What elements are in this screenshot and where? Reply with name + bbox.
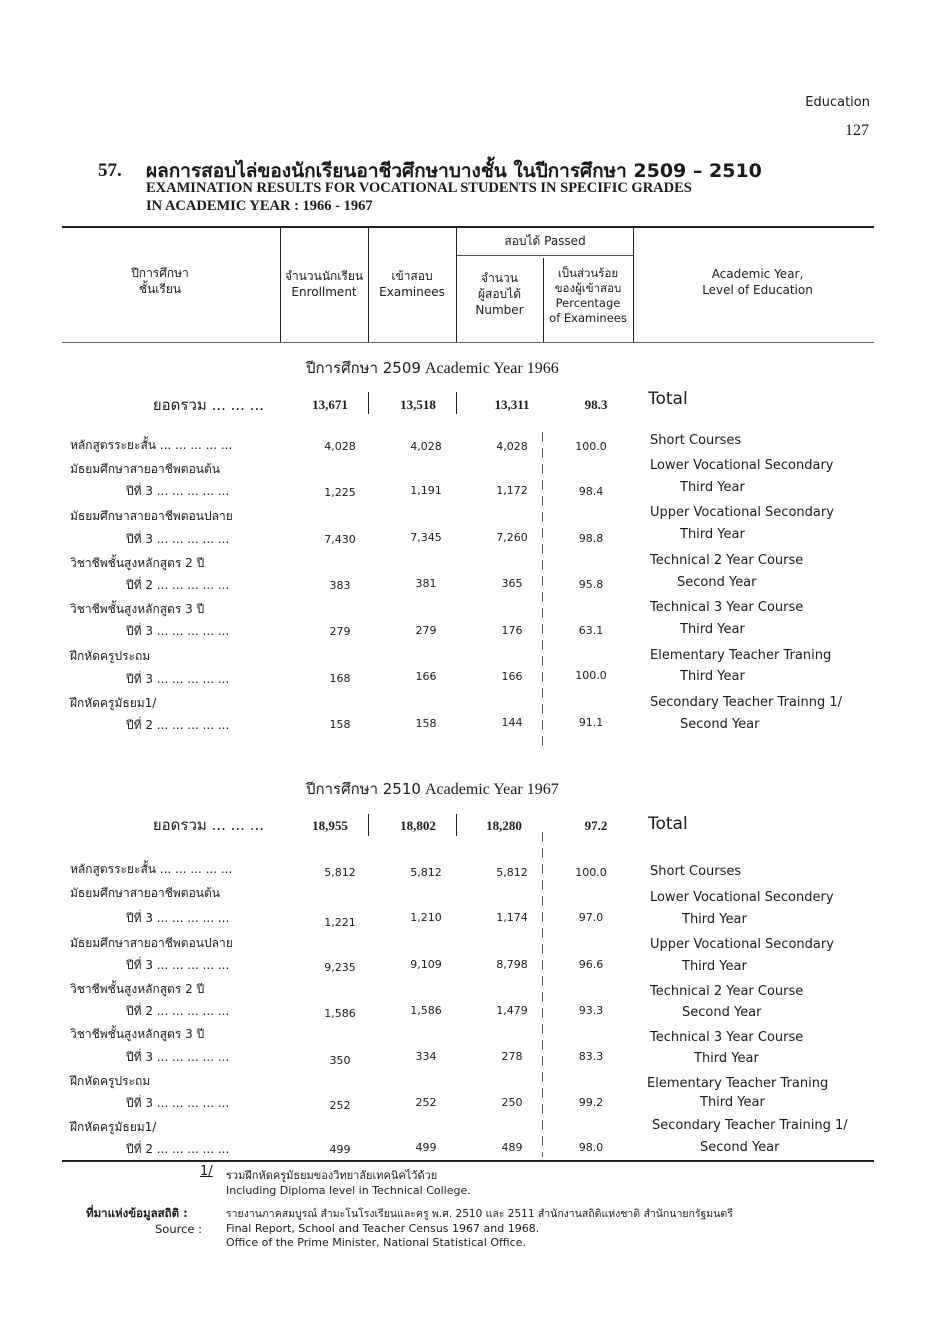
cell-num: 7,260 <box>496 531 528 544</box>
row-sublabel-en: Third Year <box>682 959 747 974</box>
header-left-line1: ปีการศึกษา <box>131 266 189 280</box>
year-heading-1966-en: Academic Year 1966 <box>424 360 559 377</box>
total-rule-a-1966 <box>368 392 369 414</box>
source-label-thai: ที่มาแห่งข้อมูลสถิติ : <box>86 1206 188 1220</box>
cell-pct: 97.0 <box>578 911 604 924</box>
row-label-en: Lower Vocational Secondary <box>650 458 834 473</box>
cell-num: 144 <box>501 716 523 729</box>
cell-exam: 5,812 <box>410 866 442 879</box>
row-label-thai: วิชาชีพชั้นสูงหลักสูตร 3 ปี <box>70 602 205 616</box>
total-label-1967: ยอดรวม ... ... ... <box>152 816 264 834</box>
total-num-1966: 13,311 <box>494 397 530 412</box>
row-sublabel-thai: ปีที่ 2 ... ... ... ... ... <box>126 578 230 592</box>
cell-pct: 95.8 <box>578 578 604 591</box>
row-sublabel-en: Third Year <box>680 622 745 637</box>
cell-num: 365 <box>501 577 523 590</box>
row-sublabel-en: Third Year <box>680 527 745 542</box>
header-left-line2: ชั้นเรียน <box>138 282 182 296</box>
cell-enroll: 168 <box>329 672 351 685</box>
row-label-en: Technical 2 Year Course <box>650 984 804 999</box>
total-exam-1967: 18,802 <box>400 818 436 833</box>
header-enrollment-en: Enrollment <box>291 285 357 299</box>
cell-pct: 100.0 <box>575 866 607 879</box>
total-num-1967: 18,280 <box>486 818 522 833</box>
header-percentage-en1: Percentage <box>555 296 621 310</box>
header-number-thai1: จำนวน <box>481 271 518 285</box>
row-label-thai: ฝึกหัดครูประถม <box>70 1074 151 1088</box>
dashed-rule-1966 <box>542 432 543 752</box>
cell-exam: 279 <box>415 624 437 637</box>
row-label-thai: มัธยมศึกษาสายอาชีพตอนต้น <box>70 462 220 476</box>
cell-pct: 98.4 <box>578 485 604 498</box>
cell-enroll: 5,812 <box>324 866 356 879</box>
row-sublabel-en: Third Year <box>700 1095 765 1110</box>
row-sublabel-en: Third Year <box>694 1051 759 1066</box>
cell-enroll: 252 <box>329 1099 351 1112</box>
header-right-line1: Academic Year, <box>711 267 804 281</box>
cell-exam: 499 <box>415 1141 437 1154</box>
table-top-rule <box>62 226 874 228</box>
cell-num: 1,479 <box>496 1004 528 1017</box>
table-number: 57. <box>98 160 122 181</box>
row-sublabel-thai: ปีที่ 3 ... ... ... ... ... <box>126 911 230 925</box>
cell-enroll: 1,225 <box>324 486 356 499</box>
title-english-line2: IN ACADEMIC YEAR : 1966 - 1967 <box>146 198 373 214</box>
cell-enroll: 9,235 <box>324 961 356 974</box>
cell-num: 1,174 <box>496 911 528 924</box>
row-sublabel-thai: ปีที่ 3 ... ... ... ... ... <box>126 1096 230 1110</box>
row-label-thai: หลักสูตรระยะสั้น ... ... ... ... ... <box>70 862 233 876</box>
total-exam-1966: 13,518 <box>400 397 436 412</box>
row-sublabel-en: Second Year <box>677 575 757 590</box>
cell-pct: 83.3 <box>578 1050 604 1063</box>
header-percentage-thai2: ของผู้เข้าสอบ <box>554 281 622 295</box>
header-number <box>456 270 543 318</box>
total-rule-b-1967 <box>456 814 457 836</box>
cell-pct: 100.0 <box>575 440 607 453</box>
year-heading-1967-en: Academic Year 1967 <box>424 781 559 798</box>
total-label-1966: ยอดรวม ... ... ... <box>152 396 264 414</box>
header-percentage-thai1: เป็นส่วนร้อย <box>557 266 619 280</box>
header-enrollment-thai: จำนวนนักเรียน <box>284 269 364 283</box>
cell-num: 8,798 <box>496 958 528 971</box>
source-label-en-text: Source <box>155 1222 195 1236</box>
header-examinees-en: Examinees <box>379 285 445 299</box>
section-label: Education <box>805 95 870 110</box>
year-heading-1967-thai: ปีการศึกษา 2510 <box>306 780 421 798</box>
cell-enroll: 158 <box>329 718 351 731</box>
cell-pct: 98.8 <box>578 532 604 545</box>
source-label-thai-text: ที่มาแห่งข้อมูลสถิติ <box>86 1206 180 1220</box>
header-right <box>655 266 860 298</box>
cell-enroll: 4,028 <box>324 440 356 453</box>
header-percentage-en2: of Examinees <box>549 311 627 325</box>
source-thai: รายงานภาคสมบูรณ์ สำมะโนโรงเรียนและครู พ.ศ. 2510 และ 2511 สำนักงานสถิติแห่งชาติ สำนักนายกรัฐมนตรี <box>226 1208 733 1220</box>
row-label-thai: มัธยมศึกษาสายอาชีพตอนปลาย <box>70 509 233 523</box>
total-enroll-1966: 13,671 <box>312 397 348 412</box>
row-sublabel-thai: ปีที่ 2 ... ... ... ... ... <box>126 1142 230 1156</box>
cell-enroll: 499 <box>329 1143 351 1156</box>
row-sublabel-thai: ปีที่ 2 ... ... ... ... ... <box>126 1004 230 1018</box>
total-rule-a-1967 <box>368 814 369 836</box>
row-label-en: Technical 3 Year Course <box>650 600 804 615</box>
cell-num: 5,812 <box>496 866 528 879</box>
cell-exam: 9,109 <box>410 958 442 971</box>
cell-exam: 166 <box>415 670 437 683</box>
title-thai: ผลการสอบไล่ของนักเรียนอาชีวศึกษาบางชั้น ในปีการศึกษา 2509 – 2510 <box>146 160 762 182</box>
passed-underline <box>457 255 633 256</box>
row-label-thai: หลักสูตรระยะสั้น ... ... ... ... ... <box>70 438 233 452</box>
cell-exam: 334 <box>415 1050 437 1063</box>
cell-exam: 158 <box>415 717 437 730</box>
cell-pct: 96.6 <box>578 958 604 971</box>
row-label-en: Upper Vocational Secondary <box>650 505 834 520</box>
header-number-en: Number <box>475 303 524 317</box>
row-sublabel-thai: ปีที่ 3 ... ... ... ... ... <box>126 624 230 638</box>
header-passed <box>457 233 633 249</box>
total-enroll-1967: 18,955 <box>312 818 348 833</box>
header-examinees-thai: เข้าสอบ <box>391 269 433 283</box>
row-label-en: Technical 3 Year Course <box>650 1030 804 1045</box>
header-left <box>100 265 220 297</box>
row-label-en: Short Courses <box>650 864 742 879</box>
cell-num: 489 <box>501 1141 523 1154</box>
header-passed-thai: สอบได้ <box>504 234 541 248</box>
source-english-line2: Office of the Prime Minister, National Statistical Office. <box>226 1236 526 1249</box>
cell-exam: 7,345 <box>410 531 442 544</box>
col-rule-5 <box>633 228 634 342</box>
cell-exam: 252 <box>415 1096 437 1109</box>
cell-pct: 99.2 <box>578 1096 604 1109</box>
source-label-en: Source : <box>155 1222 203 1236</box>
row-sublabel-thai: ปีที่ 3 ... ... ... ... ... <box>126 532 230 546</box>
year-heading-1966 <box>306 356 559 380</box>
header-passed-en: Passed <box>544 234 586 248</box>
cell-enroll: 350 <box>329 1054 351 1067</box>
cell-pct: 100.0 <box>575 669 607 682</box>
year-heading-1967 <box>306 777 559 801</box>
row-label-en: Elementary Teacher Traning <box>647 1076 829 1091</box>
total-pct-1967: 97.2 <box>584 818 608 833</box>
cell-pct: 93.3 <box>578 1004 604 1017</box>
cell-enroll: 7,430 <box>324 533 356 546</box>
row-label-en: Elementary Teacher Traning <box>650 648 832 663</box>
title-english-line1: EXAMINATION RESULTS FOR VOCATIONAL STUDENTS IN SPECIFIC GRADES <box>146 180 692 196</box>
cell-enroll: 1,221 <box>324 916 356 929</box>
page-number: 127 <box>845 122 869 139</box>
cell-pct: 63.1 <box>578 624 604 637</box>
dashed-rule-1967 <box>542 832 543 1157</box>
cell-exam: 1,586 <box>410 1004 442 1017</box>
cell-exam: 4,028 <box>410 440 442 453</box>
row-label-thai: ฝึกหัดครูมัธยม1/ <box>70 1120 157 1134</box>
cell-enroll: 383 <box>329 579 351 592</box>
row-sublabel-thai: ปีที่ 2 ... ... ... ... ... <box>126 718 230 732</box>
header-percentage <box>543 266 633 326</box>
row-label-en: Secondary Teacher Training 1/ <box>652 1118 848 1133</box>
row-label-en: Technical 2 Year Course <box>650 553 804 568</box>
header-divider <box>62 342 874 343</box>
header-enrollment <box>280 268 368 300</box>
row-sublabel-thai: ปีที่ 3 ... ... ... ... ... <box>126 958 230 972</box>
row-sublabel-en: Second Year <box>680 717 760 732</box>
cell-num: 278 <box>501 1050 523 1063</box>
cell-num: 166 <box>501 670 523 683</box>
source-english-line1: Final Report, School and Teacher Census 1967 and 1968. <box>226 1222 540 1235</box>
row-label-thai: วิชาชีพชั้นสูงหลักสูตร 2 ปี <box>70 982 205 996</box>
row-sublabel-en: Second Year <box>682 1005 762 1020</box>
header-examinees <box>368 268 456 300</box>
cell-num: 1,172 <box>496 484 528 497</box>
cell-exam: 1,210 <box>410 911 442 924</box>
cell-num: 4,028 <box>496 440 528 453</box>
row-label-en: Secondary Teacher Trainng 1/ <box>650 695 843 710</box>
total-pct-1966: 98.3 <box>584 397 608 412</box>
cell-exam: 1,191 <box>410 484 442 497</box>
cell-pct: 98.0 <box>578 1141 604 1154</box>
row-label-en: Upper Vocational Secondary <box>650 937 834 952</box>
row-sublabel-thai: ปีที่ 3 ... ... ... ... ... <box>126 484 230 498</box>
header-right-line2: Level of Education <box>702 283 813 297</box>
row-sublabel-en: Second Year <box>700 1140 780 1155</box>
total-english-1967: Total <box>648 814 688 834</box>
footnote-english: Including Diploma level in Technical College. <box>226 1184 471 1197</box>
row-sublabel-thai: ปีที่ 3 ... ... ... ... ... <box>126 1050 230 1064</box>
cell-exam: 381 <box>415 577 437 590</box>
row-label-thai: ฝึกหัดครูมัธยม1/ <box>70 696 157 710</box>
row-label-thai: ฝึกหัดครูประถม <box>70 649 151 663</box>
row-label-thai: มัธยมศึกษาสายอาชีพตอนปลาย <box>70 936 233 950</box>
row-sublabel-en: Third Year <box>680 480 745 495</box>
cell-num: 176 <box>501 624 523 637</box>
year-heading-1966-thai: ปีการศึกษา 2509 <box>306 359 421 377</box>
footnote-thai: รวมฝึกหัดครูมัธยมของวิทยาลัยเทคนิคไว้ด้วย <box>226 1169 438 1182</box>
total-english-1966: Total <box>648 389 688 409</box>
footnote-mark: 1/ <box>200 1164 213 1179</box>
row-sublabel-en: Third Year <box>680 669 745 684</box>
total-rule-b-1966 <box>456 392 457 414</box>
row-label-thai: วิชาชีพชั้นสูงหลักสูตร 3 ปี <box>70 1027 205 1041</box>
table-bottom-rule <box>62 1160 874 1162</box>
row-label-en: Short Courses <box>650 433 742 448</box>
cell-num: 250 <box>501 1096 523 1109</box>
cell-enroll: 1,586 <box>324 1007 356 1020</box>
row-label-en: Lower Vocational Secondery <box>650 890 834 905</box>
row-label-thai: วิชาชีพชั้นสูงหลักสูตร 2 ปี <box>70 556 205 570</box>
header-number-thai2: ผู้สอบได้ <box>477 287 521 301</box>
row-sublabel-en: Third Year <box>682 912 747 927</box>
row-sublabel-thai: ปีที่ 3 ... ... ... ... ... <box>126 672 230 686</box>
cell-enroll: 279 <box>329 625 351 638</box>
row-label-thai: มัธยมศึกษาสายอาชีพตอนต้น <box>70 886 220 900</box>
cell-pct: 91.1 <box>578 716 604 729</box>
